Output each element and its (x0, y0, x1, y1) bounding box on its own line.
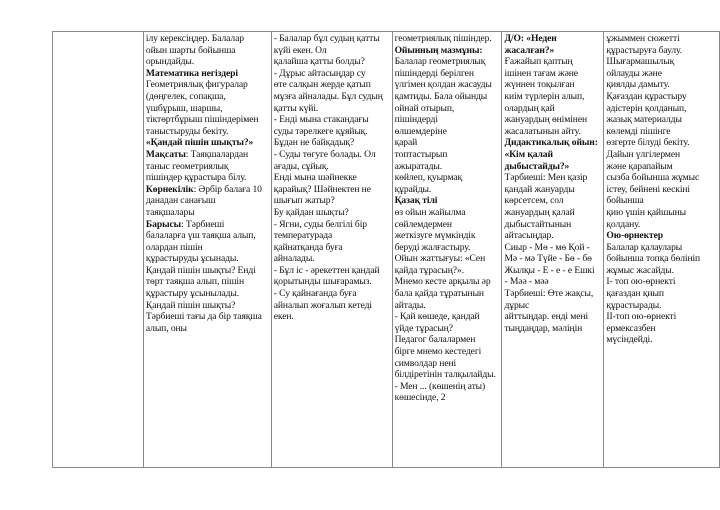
text-line: Сиыр - Мө - мө Қой - (504, 241, 590, 253)
text-line: қию үшін қайшыны (606, 206, 686, 218)
text-line: көлемді пішінге (606, 125, 671, 137)
text-line: Балалар қалаулары (606, 241, 683, 253)
text-line: пішіндерді берілген (394, 67, 474, 79)
text-line: Мнемо кесте арқылы әр (394, 276, 491, 288)
text-line: олардың қай (504, 102, 555, 114)
text-line: бірге мнемо кестедегі (394, 346, 482, 358)
text-line: алып, оны (145, 322, 187, 334)
text-line: температурада (273, 230, 333, 242)
text-line: Ойынның мазмұны: (394, 44, 483, 56)
text-line: Дайын үлгілермен (606, 148, 681, 160)
table-cell-4 (502, 32, 604, 468)
text-line: сызба бойынша жұмыс (606, 172, 700, 184)
text-line: ілу керексіңдер. Балалар (145, 33, 244, 44)
table-cell-0 (53, 32, 144, 468)
text-line: олардан пішін (145, 241, 203, 253)
text-line: Енді мына шәйнекке (273, 172, 357, 184)
text-line: құрастыруды ұсынады. (145, 253, 239, 265)
text-line: үлгімен қолдан жасауды (394, 79, 492, 91)
text-line: күйі екен. Ол (273, 44, 327, 56)
text-line: жануардың өнімінен (504, 114, 588, 126)
text-line: дұрыс (504, 299, 530, 311)
text-line: құрастырады. (606, 299, 662, 311)
text-line: көшесінде, 2 (394, 392, 446, 404)
text-line: геометриялық пішіндер. (394, 33, 492, 44)
text-line: Дидактикалық ойын: (504, 137, 598, 149)
text-line: үйде тұрасың? (394, 322, 453, 334)
text-line: II-топ ою-өрнекті (606, 311, 677, 323)
text-line: Ойын жаттығуы: «Сен (394, 253, 486, 265)
text-line: қағаздан қиып (606, 288, 664, 300)
text-line: қайда тұрасың?». (394, 264, 464, 276)
text-line: Көрнекілік: Әрбір балаға 10 (145, 183, 262, 195)
text-line: данадан санағыш (145, 195, 216, 207)
text-line: өте салқын жерде қатып (273, 79, 371, 91)
text-line: Қағаздан құрастыру (606, 90, 687, 102)
text-line: бала қайда тұратынын (394, 288, 484, 300)
text-line: Қандай пішін шықты? (145, 299, 236, 311)
text-line: мұзға айналады. Бұл судың (273, 90, 383, 102)
text-line: - Балалар бұл судың қатты (273, 33, 380, 44)
text-line: ойнай отырып, (394, 102, 455, 114)
text-line: Мақсаты: Таяқшалардан (145, 148, 249, 160)
text-line: Балалар геометриялық (394, 56, 486, 68)
text-line: қарай (394, 137, 418, 149)
text-line: Бу қайдан шықты? (273, 206, 349, 218)
text-line: төрт таяқша алып, пішін (145, 276, 245, 288)
text-line: айттыңдар. енді мені (504, 311, 589, 323)
text-line: айналады. (273, 253, 315, 265)
text-line: Тәрбиеші: Мен қазір (504, 172, 588, 184)
text-line: Педагог балалармен (394, 334, 476, 346)
text-line: орындайды. (145, 56, 195, 68)
text-line: жануардың қалай (504, 206, 575, 218)
text-line: Математика негіздері (145, 67, 238, 79)
text-line: айтады. (394, 299, 426, 311)
text-line: қалайша қатты болды? (273, 56, 365, 68)
text-line: I- топ ою-өрнекті (606, 276, 676, 288)
text-line: дыбыстайды?» (504, 160, 570, 172)
text-line: ажыратады. (394, 160, 442, 172)
text-line: құрастыруға баулу. (606, 44, 683, 56)
text-line: киім түрлерін алып, (504, 90, 585, 102)
text-line: - Мен ... (көшенің аты) (394, 380, 486, 392)
text-line: - Енді мына стакандағы (273, 114, 369, 126)
text-line: қорытынды шығарамыз. (273, 276, 372, 288)
text-line: қолдану. (606, 218, 641, 230)
text-line: топтастырып (394, 148, 448, 160)
text-line: өз ойын жайылма (394, 206, 466, 218)
text-line: дыбыстайтынын (504, 218, 572, 230)
text-line: ойлауды және (606, 67, 662, 79)
table-cell-1 (143, 32, 271, 468)
lesson-plan-table (52, 31, 720, 468)
text-line: таныстыруды бекіту. (145, 125, 229, 137)
text-line: пішіндер құрастыра білу. (145, 172, 247, 184)
text-line: шығып жатыр? (273, 195, 335, 207)
text-line: жасалатынын айту. (504, 125, 581, 137)
table-cell-2 (271, 32, 392, 468)
text-line: Ою-өрнектер (606, 230, 664, 242)
text-line: - Бұл іс - әрекеттен қандай (273, 264, 380, 276)
text-line: мүсіндейді. (606, 334, 653, 346)
text-line: символдар нені (394, 357, 457, 369)
text-line: жасалған?» (504, 44, 555, 56)
text-line: пішіндерді (394, 114, 438, 126)
text-line: Д/О: «Неден (504, 33, 557, 44)
text-line: «Кім қалай (504, 148, 553, 160)
text-line: - Дұрыс айтасыңдар су (273, 67, 366, 79)
text-line: қайнатқанда буға (273, 241, 343, 253)
text-line: сөйлемдермен (394, 218, 452, 230)
table-cell-3 (392, 32, 502, 468)
text-line: Геометриялық фигуралар (145, 79, 248, 91)
text-line: - Мәә - мәә (504, 276, 549, 288)
text-line: бойынша (606, 195, 644, 207)
text-line: Шығармашылық (606, 56, 675, 68)
text-line: жүннен тоқылған (504, 79, 575, 91)
text-line: Барысы: Тәрбиеші (145, 218, 225, 230)
text-line: ағады, сұйық. (273, 160, 329, 172)
text-line: қандай жануарды (504, 183, 575, 195)
text-line: Тәрбиеші тағы да бір таяқша (145, 311, 262, 323)
text-line: жазық материалды (606, 114, 682, 126)
table-cell-5 (604, 32, 720, 468)
text-line: (дөңгелек, сопақша, (145, 90, 226, 102)
text-line: Жылқы - Е - е - е Ешкі (504, 264, 595, 276)
table-row (53, 32, 720, 468)
text-line: өлшемдеріне (394, 125, 447, 137)
text-line: «Қандай пішін шықты?» (145, 137, 254, 149)
text-line: бойынша топқа бөлініп (606, 253, 701, 265)
text-line: - Су қайнағанда буға (273, 288, 357, 300)
text-line: ермексазбен (606, 322, 656, 334)
text-line: жеткізуге мүмкіндік (394, 230, 476, 242)
text-line: - Суды төгуге болады. Ол (273, 148, 376, 160)
text-line: айналып жоғалып кетеді (273, 299, 372, 311)
text-line: Мә - мә Түйе - Бө - бө (504, 253, 592, 265)
text-line: суды тәрелкеге құяйық. (273, 125, 368, 137)
text-line: құрайды. (394, 183, 432, 195)
text-line: істеу, бейнені кескіні (606, 183, 690, 195)
text-line: қарайық? Шәйнектен не (273, 183, 371, 195)
text-line: таныс геометриялық (145, 160, 229, 172)
text-line: жұмыс жасайды. (606, 264, 674, 276)
text-line: үшбұрыш, шаршы, (145, 102, 223, 114)
text-line: құрастыру ұсынылады. (145, 288, 240, 300)
text-line: - Қай көшеде, қандай (394, 311, 480, 323)
text-line: - Ягни, суды белгілі бір (273, 218, 367, 230)
text-line: Бұдан не байқадық? (273, 137, 355, 149)
text-line: өзгерте білуді бекіту. (606, 137, 690, 149)
text-line: ұжыммен сюжетті (606, 33, 680, 44)
text-line: көрсетсем, сол (504, 195, 564, 207)
text-line: қамтиды. Бала ойынды (394, 90, 488, 102)
text-line: білдіретінін талқылайды. (394, 369, 496, 381)
text-line: таяқшалары (145, 206, 195, 218)
text-line: қиялды дамыту. (606, 79, 670, 91)
text-line: Тәрбиеші: Өте жақсы, (504, 288, 594, 300)
text-line: әдістерін қолданып, (606, 102, 687, 114)
text-line: ойын шарты бойынша (145, 44, 236, 56)
text-line: беруді жалғастыру. (394, 241, 471, 253)
text-line: тыңдаңдар, мәліңін (504, 322, 583, 334)
text-line: қатты күйі. (273, 102, 319, 114)
text-line: балаларға үш таяқша алып, (145, 230, 256, 242)
text-line: айтасыңдар. (504, 230, 554, 242)
text-line: ішінен тағам және (504, 67, 578, 79)
text-line: Ғажайып қаптың (504, 56, 573, 68)
text-line: екен. (273, 311, 294, 323)
text-line: Қандай пішін шықты? Енді (145, 264, 256, 276)
text-line: және қарапайым (606, 160, 673, 172)
text-line: көйлеп, қуырмақ (394, 172, 463, 184)
text-line: Қазақ тілі (394, 195, 438, 207)
text-line: тіктөртбұрыш пішіндерімен (145, 114, 259, 126)
